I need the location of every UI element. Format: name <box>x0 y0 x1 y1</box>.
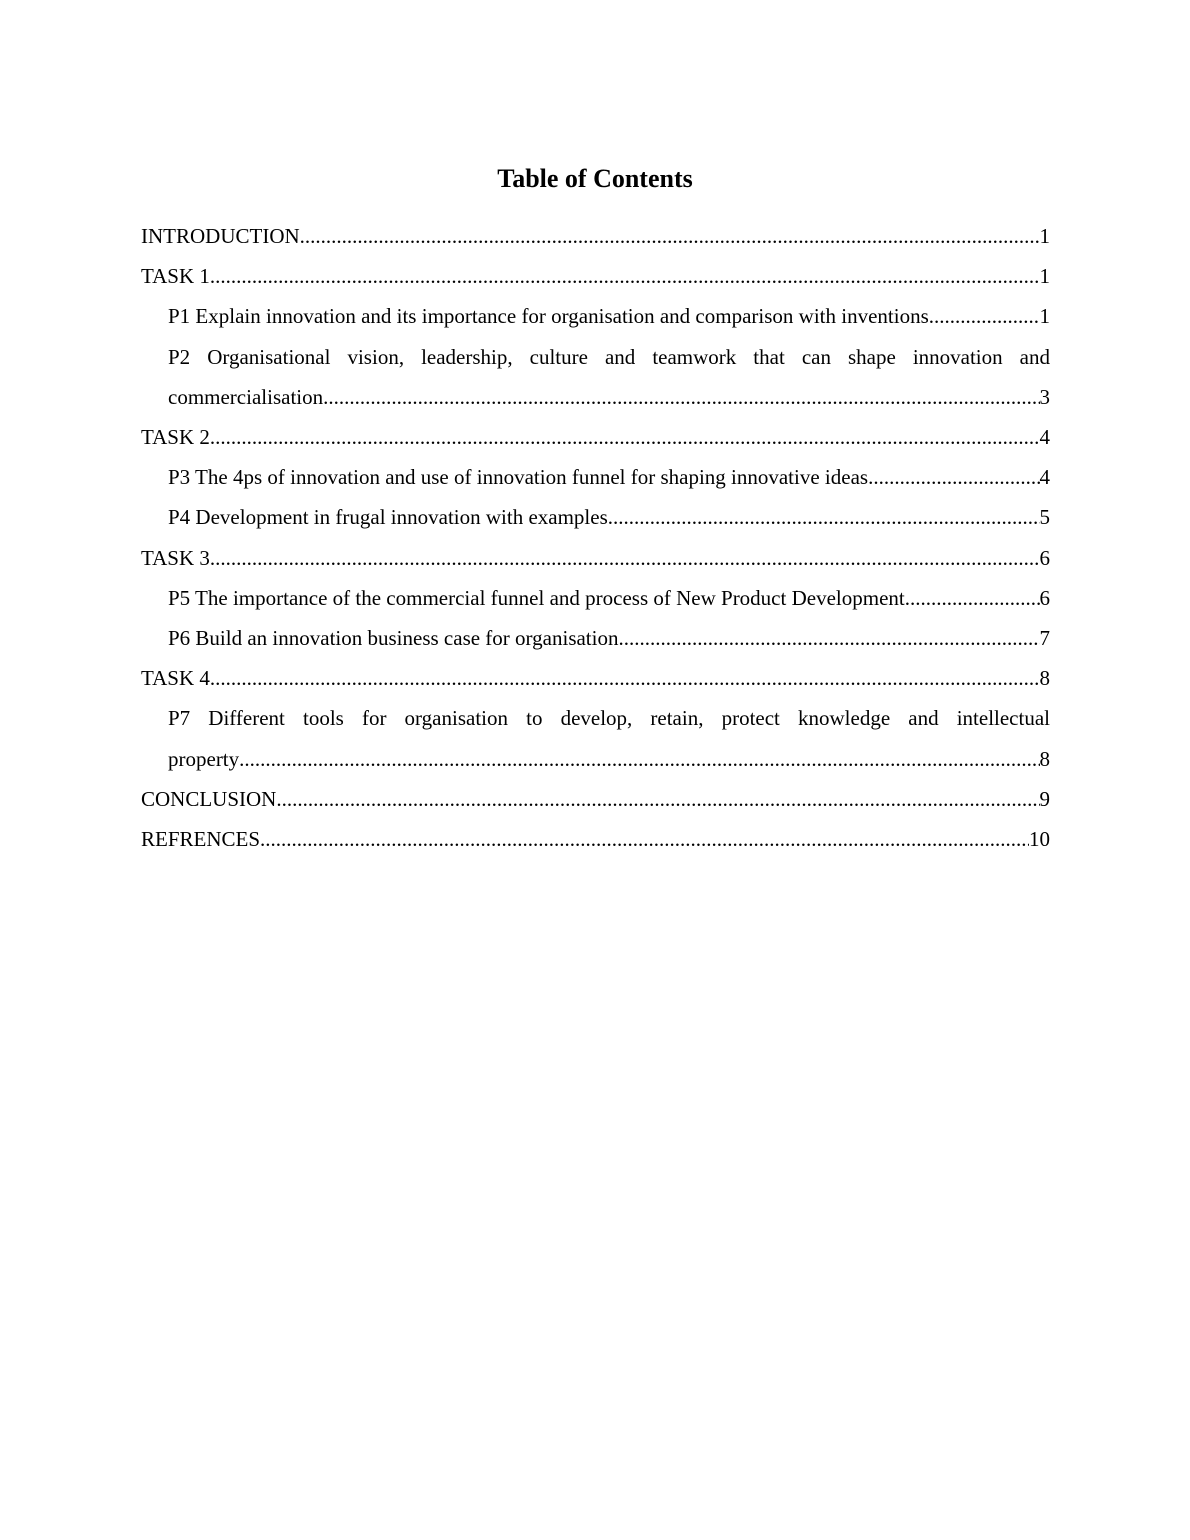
toc-entry-p6[interactable] <box>141 618 1050 658</box>
toc-title: Table of Contents <box>497 164 693 193</box>
dot-leader <box>276 779 1039 819</box>
dot-leader <box>618 618 1039 658</box>
toc-page-number: 10 <box>1029 827 1050 852</box>
toc-entry-task-4[interactable] <box>141 658 1050 698</box>
toc-entry-task-3[interactable] <box>141 538 1050 578</box>
toc-page-number: 3 <box>1039 384 1050 409</box>
dot-leader <box>260 819 1029 859</box>
toc-entry-task-2[interactable] <box>141 417 1050 457</box>
toc-entry-label: TASK 2 <box>141 425 210 450</box>
toc-entry-label: P1 Explain innovation and its importance for organisation and comparison with inventions <box>168 304 929 329</box>
toc-page-number: 1 <box>1039 264 1050 289</box>
dot-leader <box>300 216 1040 256</box>
dot-leader <box>929 296 1040 336</box>
toc-entry-label-line-1: P7 Different tools for organisation to develop, retain, protect knowledge and intellectual <box>168 706 1050 731</box>
toc-page-number: 4 <box>1039 465 1050 490</box>
toc-entry-label: P4 Development in frugal innovation with examples <box>168 505 608 530</box>
toc-entry-p1[interactable] <box>141 296 1050 336</box>
toc-entry-label: REFRENCES <box>141 827 261 852</box>
toc-entry-label: CONCLUSION <box>141 786 277 811</box>
dot-leader <box>210 658 1040 698</box>
toc-entry-references[interactable] <box>141 819 1050 859</box>
toc-entry-p7[interactable] <box>141 698 1050 778</box>
toc-page-number: 6 <box>1039 585 1050 610</box>
toc-page-number: 8 <box>1039 746 1050 771</box>
toc-page-number: 7 <box>1039 626 1050 651</box>
toc-entry-label: TASK 4 <box>141 666 210 691</box>
toc-entry-label-line-2: commercialisation <box>168 384 324 409</box>
toc-entry-task-1[interactable] <box>141 256 1050 296</box>
dot-leader <box>210 417 1040 457</box>
toc-page-number: 6 <box>1039 545 1050 570</box>
toc-page-number: 5 <box>1039 505 1050 530</box>
toc-page-number: 9 <box>1039 786 1050 811</box>
toc-entry-label: P5 The importance of the commercial funnel and process of New Product Development <box>168 585 905 610</box>
toc-entry-label: P6 Build an innovation business case for organisation <box>168 626 619 651</box>
toc-entry-label: TASK 1 <box>141 264 210 289</box>
dot-leader <box>323 377 1039 417</box>
toc-entry-p5[interactable] <box>141 578 1050 618</box>
toc-list <box>141 216 1050 859</box>
dot-leader <box>239 739 1039 779</box>
dot-leader <box>608 497 1040 537</box>
toc-entry-label: P3 The 4ps of innovation and use of innovation funnel for shaping innovative ideas <box>168 465 869 490</box>
toc-entry-p4[interactable] <box>141 497 1050 537</box>
toc-page-number: 4 <box>1039 425 1050 450</box>
dot-leader <box>210 256 1040 296</box>
toc-entry-label: TASK 3 <box>141 545 210 570</box>
dot-leader <box>905 578 1040 618</box>
toc-entry-p2[interactable] <box>141 337 1050 417</box>
toc-entry-p3[interactable] <box>141 457 1050 497</box>
toc-entry-introduction[interactable] <box>141 216 1050 256</box>
dot-leader <box>210 538 1040 578</box>
toc-page-number: 1 <box>1039 224 1050 248</box>
toc-entry-label-line-2: property <box>168 746 240 771</box>
toc-entry-label: INTRODUCTION <box>141 224 300 248</box>
toc-entry-conclusion[interactable] <box>141 779 1050 819</box>
dot-leader <box>868 457 1039 497</box>
toc-page-number: 8 <box>1039 666 1050 691</box>
toc-page-number: 1 <box>1039 304 1050 329</box>
toc-entry-label-line-1: P2 Organisational vision, leadership, culture and teamwork that can shape innovation and <box>168 344 1050 369</box>
